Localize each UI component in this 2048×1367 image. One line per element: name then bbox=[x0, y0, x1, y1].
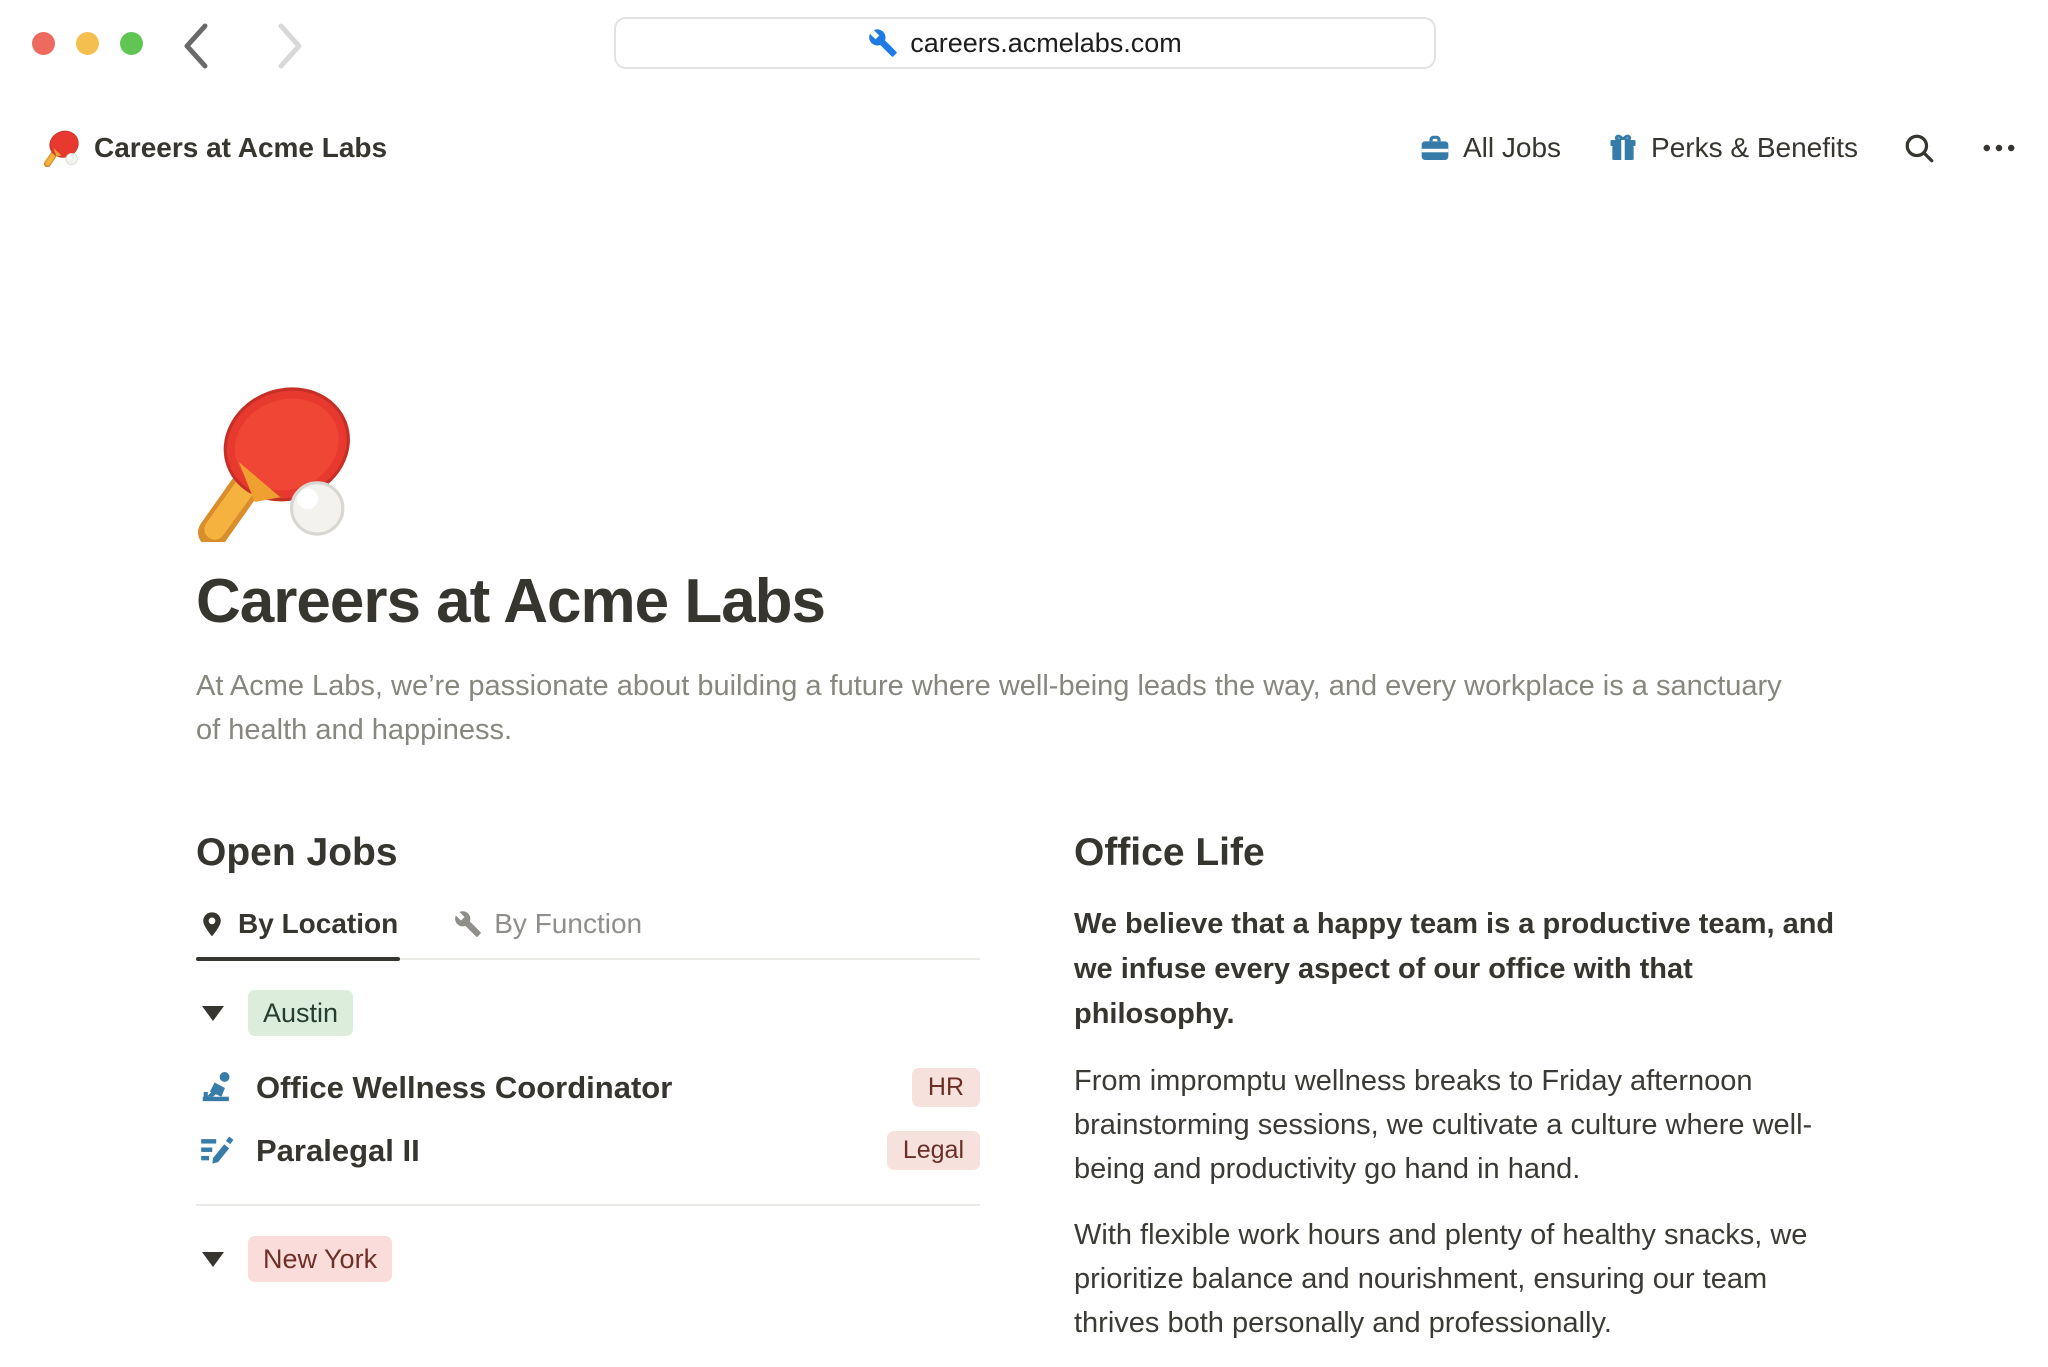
url-text: careers.acmelabs.com bbox=[910, 27, 1182, 58]
browser-forward-button[interactable] bbox=[262, 18, 318, 74]
open-jobs-column bbox=[196, 830, 980, 1367]
page-emoji-ping-pong bbox=[194, 382, 354, 542]
site-header bbox=[42, 116, 2018, 180]
job-row-office-wellness-coordinator[interactable] bbox=[196, 1068, 980, 1107]
group-header-austin[interactable] bbox=[196, 990, 980, 1036]
chevron-left-icon bbox=[179, 20, 213, 72]
office-life-column bbox=[1074, 830, 1858, 1367]
site-brand[interactable] bbox=[42, 129, 387, 167]
close-window-button[interactable] bbox=[32, 32, 55, 55]
office-life-lead: We believe that a happy team is a productive team, and we infuse every aspect of our office with that philosophy. bbox=[1074, 908, 1835, 1030]
group-header-new-york[interactable] bbox=[196, 1236, 980, 1282]
page-description: At Acme Labs, we’re passionate about building a future where well-being leads the way, and every workplace is a sanctuary of health and happiness. bbox=[196, 670, 1782, 746]
page-title: Careers at Acme Labs bbox=[196, 567, 826, 636]
wrench-icon bbox=[454, 910, 482, 938]
job-row-paralegal-ii[interactable] bbox=[196, 1131, 980, 1170]
address-bar[interactable] bbox=[614, 17, 1436, 69]
location-pin-icon bbox=[198, 910, 226, 938]
job-title: Office Wellness Coordinator bbox=[256, 1069, 673, 1105]
tab-by-location[interactable] bbox=[196, 902, 400, 958]
content-columns bbox=[196, 830, 1858, 1367]
tab-by-function[interactable] bbox=[452, 902, 644, 958]
browser-chrome bbox=[0, 0, 2048, 92]
search-button[interactable] bbox=[1902, 131, 1936, 165]
office-life-paragraph-2: With flexible work hours and plenty of healthy snacks, we prioritize balance and nourishment, ensuring our team thrives both personally and professionally. bbox=[1074, 1219, 1808, 1339]
open-jobs-heading: Open Jobs bbox=[196, 831, 398, 874]
site-nav bbox=[1419, 132, 1858, 164]
ellipsis-icon bbox=[1980, 131, 2018, 165]
office-life-paragraph-1: From impromptu wellness breaks to Friday afternoon brainstorming sessions, we cultivate a culture where well-being and productivity go hand in hand. bbox=[1074, 1065, 1813, 1185]
jobs-view-tabs bbox=[196, 902, 980, 960]
window-controls bbox=[32, 32, 143, 55]
location-badge-austin: Austin bbox=[248, 990, 353, 1036]
chevron-right-icon bbox=[273, 20, 307, 72]
job-tag-hr: HR bbox=[912, 1068, 980, 1107]
minimize-window-button[interactable] bbox=[76, 32, 99, 55]
group-divider bbox=[196, 1204, 980, 1206]
person-at-desk-icon bbox=[198, 1069, 236, 1107]
briefcase-icon bbox=[1419, 132, 1451, 164]
browser-back-button[interactable] bbox=[168, 18, 224, 74]
collapse-triangle-icon[interactable] bbox=[202, 1252, 224, 1267]
gift-icon bbox=[1607, 132, 1639, 164]
nav-item-perks-benefits[interactable] bbox=[1607, 132, 1858, 164]
job-tag-legal: Legal bbox=[887, 1131, 980, 1170]
job-title: Paralegal II bbox=[256, 1132, 420, 1168]
wrench-favicon bbox=[868, 28, 898, 58]
more-options-button[interactable] bbox=[1980, 131, 2018, 165]
search-icon bbox=[1902, 131, 1936, 165]
collapse-triangle-icon[interactable] bbox=[202, 1006, 224, 1021]
office-life-heading: Office Life bbox=[1074, 831, 1265, 874]
zoom-window-button[interactable] bbox=[120, 32, 143, 55]
tab-by-location-label: By Location bbox=[238, 908, 399, 939]
site-title: Careers at Acme Labs bbox=[94, 132, 388, 163]
nav-label-all-jobs: All Jobs bbox=[1462, 132, 1562, 163]
nav-label-perks-benefits: Perks & Benefits bbox=[1651, 132, 1858, 163]
location-badge-new-york: New York bbox=[248, 1236, 392, 1282]
ping-pong-paddle-icon bbox=[42, 129, 80, 167]
nav-item-all-jobs[interactable] bbox=[1419, 132, 1561, 164]
document-edit-icon bbox=[198, 1132, 236, 1170]
tab-by-function-label: By Function bbox=[494, 908, 643, 939]
